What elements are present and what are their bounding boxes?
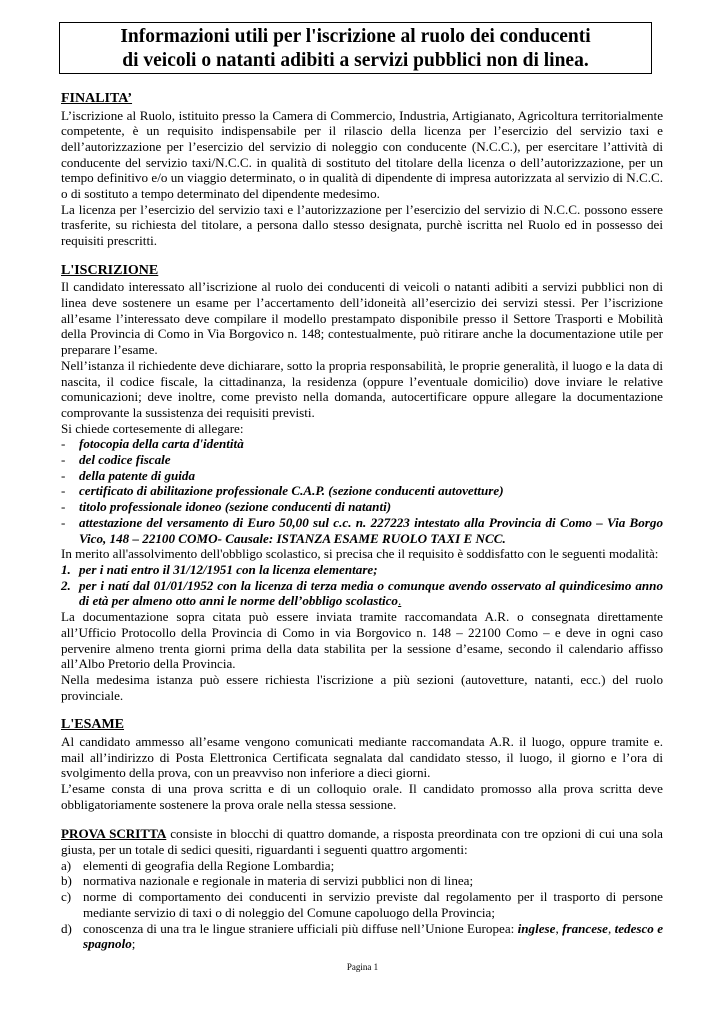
title-line-2: di veicoli o natanti adibiti a servizi pubblici non di linea. bbox=[122, 50, 589, 71]
bullet-dash: - bbox=[61, 514, 66, 530]
allegato-text: certificato di abilitazione professionale C.A.P. (sezione conducenti autovetture) bbox=[79, 483, 504, 499]
list-item bbox=[61, 873, 663, 889]
modalita-text: per i nati entro il 31/12/1951 con la licenza elementare; bbox=[79, 561, 378, 577]
esame-paragraph-2: L’esame consta di una prova scritta e di un colloquio orale. Il candidato promosso alla prova scritta deve obbligatoriamente sostenere la prova orale nella stessa sessione. bbox=[61, 780, 663, 812]
list-marker: b) bbox=[61, 873, 72, 889]
iscrizione-paragraph-1: Il candidato interessato all’iscrizione al ruolo dei conducenti di veicoli o natanti adibiti a servizi pubblici non di linea deve sostenere un esame per l’accertamento dell’idoneità all’esercizio dei servizi stessi. Per l’iscrizione all’esame l’interessato deve compilare il modello prestampato disponibile presso il Settore Trasporti e Mobilità della Provincia di Como in Via Borgovico n. 148; contestualmente, può ritirare anche la documentazione utile per preparare l’esame. bbox=[61, 279, 663, 358]
lang-tedesco-spagnolo: tedesco e spagnolo bbox=[83, 920, 664, 952]
finalita-paragraph-1: L’iscrizione al Ruolo, istituito presso la Camera di Commercio, Industria, Artigianato, Agricoltura territorialmente competente, è un requisito indispensabile per il rilascio della licenza per l’esercizio del servizio taxi e dell’autorizzazione per l’esercizio del servizio di noleggio con conducente (N.C.C.), per esercitare l’attività di conducente del servizio taxi/N.C.C. in qualità di sostituto del titolare della licenza o dell’autorizzazione, per un tempo definitivo e/o un viaggio determinato, o in qualità di dipendente di impresa autorizzata al servizio di N.C.C. o di sostituto a tempo determinato del dipendente medesimo. bbox=[61, 107, 663, 202]
list-item bbox=[61, 452, 663, 468]
bullet-dash: - bbox=[61, 452, 66, 468]
allegato-text: del codice fiscale bbox=[79, 452, 171, 468]
list-number: 2. bbox=[61, 577, 71, 593]
iscrizione-paragraph-5: La documentazione sopra citata può essere inviata tramite raccomandata A.R. o consegnata direttamente all’Ufficio Protocollo della Provincia di Como in via Borgovico n. 148 – 22100 Como – e deve in ogni caso pervenire almeno trenta giorni prima della data stabilita per la sessione d’esame, secondo il calendario affisso all’Albo Pretorio della Provincia. bbox=[61, 609, 663, 672]
list-number: 1. bbox=[61, 561, 71, 577]
list-item bbox=[61, 483, 663, 499]
list-item bbox=[61, 515, 663, 546]
list-item bbox=[61, 436, 663, 452]
esame-paragraph-1: Al candidato ammesso all’esame vengono comunicati mediante raccomandata A.R. il luogo, oppure tramite e. mail all’indirizzo di Posta Elettronica Certificata segnalata dal candidato stesso, il luogo, il giorno e l’ora di svolgimento della prova, con un preavviso non inferiore a dieci giorni. bbox=[61, 733, 663, 781]
list-item bbox=[61, 578, 663, 609]
list-item bbox=[61, 889, 663, 920]
modalita-text: per i natí dal 01/01/1952 con la licenza di terza media o comunque avendo osservato al quindicesimo anno di età per almeno otto anni le norme dell’obbligo scolastico bbox=[79, 577, 663, 609]
lang-sep: , bbox=[555, 920, 563, 936]
list-marker: d) bbox=[61, 920, 72, 936]
prova-scritta-paragraph bbox=[61, 826, 663, 857]
prova-scritta-intro: consiste in blocchi di quattro domande, a risposta preordinata con tre opzioni di cui una sola giusta, per un totale di sedici quesiti, riguardanti i seguenti quattro argomenti: bbox=[61, 826, 663, 858]
bullet-dash: - bbox=[61, 483, 66, 499]
argomento-text-d bbox=[83, 921, 663, 952]
modalita-text-wrap bbox=[79, 578, 663, 609]
iscrizione-paragraph-4: In merito all'assolvimento dell'obbligo scolastico, si precisa che il requisito è soddisfatto con le seguenti modalità: bbox=[61, 546, 659, 562]
document-body bbox=[61, 91, 663, 952]
lang-sep: , bbox=[607, 920, 615, 936]
page-number: Pagina 1 bbox=[346, 962, 379, 972]
title-line-1: Informazioni utili per l'iscrizione al ruolo dei conducenti bbox=[120, 26, 591, 47]
argomenti-list bbox=[61, 858, 663, 952]
iscrizione-paragraph-3: Si chiede cortesemente di allegare: bbox=[61, 420, 244, 436]
iscrizione-paragraph-6: Nella medesima istanza può essere richiesta l'iscrizione a più sezioni (autovetture, natanti, ecc.) del ruolo provinciale. bbox=[61, 671, 663, 703]
modalita-end: . bbox=[397, 593, 402, 609]
argomento-text: normativa nazionale e regionale in materia di servizi pubblici non di linea; bbox=[83, 873, 474, 889]
section-heading-iscrizione: L'ISCRIZIONE bbox=[61, 262, 159, 278]
section-heading-esame: L'ESAME bbox=[61, 717, 125, 733]
document-title-box bbox=[59, 22, 652, 74]
argomento-d-text: conoscenza di una tra le lingue straniere ufficiali più diffuse nell’Unione Europea: bbox=[83, 920, 518, 936]
bullet-dash: - bbox=[61, 467, 66, 483]
prova-scritta-label: PROVA SCRITTA bbox=[61, 826, 167, 842]
allegato-text: fotocopia della carta d'identità bbox=[79, 436, 244, 452]
finalita-paragraph-2: La licenza per l’esercizio del servizio taxi e l’autorizzazione per l’esercizio del servizio di N.C.C. possono essere trasferite, su richiesta del titolare, a persona dallo stesso designata, purchè iscritta nel Ruolo ed in possesso dei requisiti prescritti. bbox=[61, 201, 663, 249]
allegati-list bbox=[61, 436, 663, 546]
section-heading-finalita: FINALITA’ bbox=[61, 91, 133, 106]
list-item bbox=[61, 858, 663, 874]
argomento-text: elementi di geografia della Regione Lombardia; bbox=[83, 857, 335, 873]
list-marker: c) bbox=[61, 889, 72, 905]
list-item bbox=[61, 562, 663, 578]
lang-francese: francese bbox=[562, 920, 608, 936]
bullet-dash: - bbox=[61, 436, 66, 452]
list-marker: a) bbox=[61, 857, 72, 873]
bullet-dash: - bbox=[61, 499, 66, 515]
allegato-text: titolo professionale idoneo (sezione conducenti di natanti) bbox=[79, 499, 392, 515]
lang-inglese: inglese bbox=[517, 920, 556, 936]
argomento-text: norme di comportamento dei conducenti in servizio previste dal regolamento per il trasporto di persone mediante servizio di taxi o di noleggio del Comune capoluogo della Provincia; bbox=[83, 889, 663, 920]
modalita-list bbox=[61, 562, 663, 609]
allegato-text: attestazione del versamento di Euro 50,00 sul c.c. n. 227223 intestato alla Provincia di Como – Via Borgo Vico, 148 – 22100 COMO- Causale: ISTANZA ESAME RUOLO TAXI E NCC. bbox=[79, 514, 663, 546]
list-item bbox=[61, 921, 663, 952]
argomento-d-end: ; bbox=[131, 936, 136, 952]
list-item bbox=[61, 468, 663, 484]
iscrizione-paragraph-2: Nell’istanza il richiedente deve dichiarare, sotto la propria responsabilità, le proprie generalità, il luogo e la data di nascita, il codice fiscale, la cittadinanza, la residenza (oppure l’eventuale domicilio) dove inviare le relative comunicazioni; deve inoltre, come previsto nella domanda, autocertificare oppure allegare la documentazione comprovante la sussistenza dei requisiti previsti. bbox=[61, 357, 663, 420]
list-item bbox=[61, 499, 663, 515]
allegato-text: della patente di guida bbox=[79, 467, 196, 483]
